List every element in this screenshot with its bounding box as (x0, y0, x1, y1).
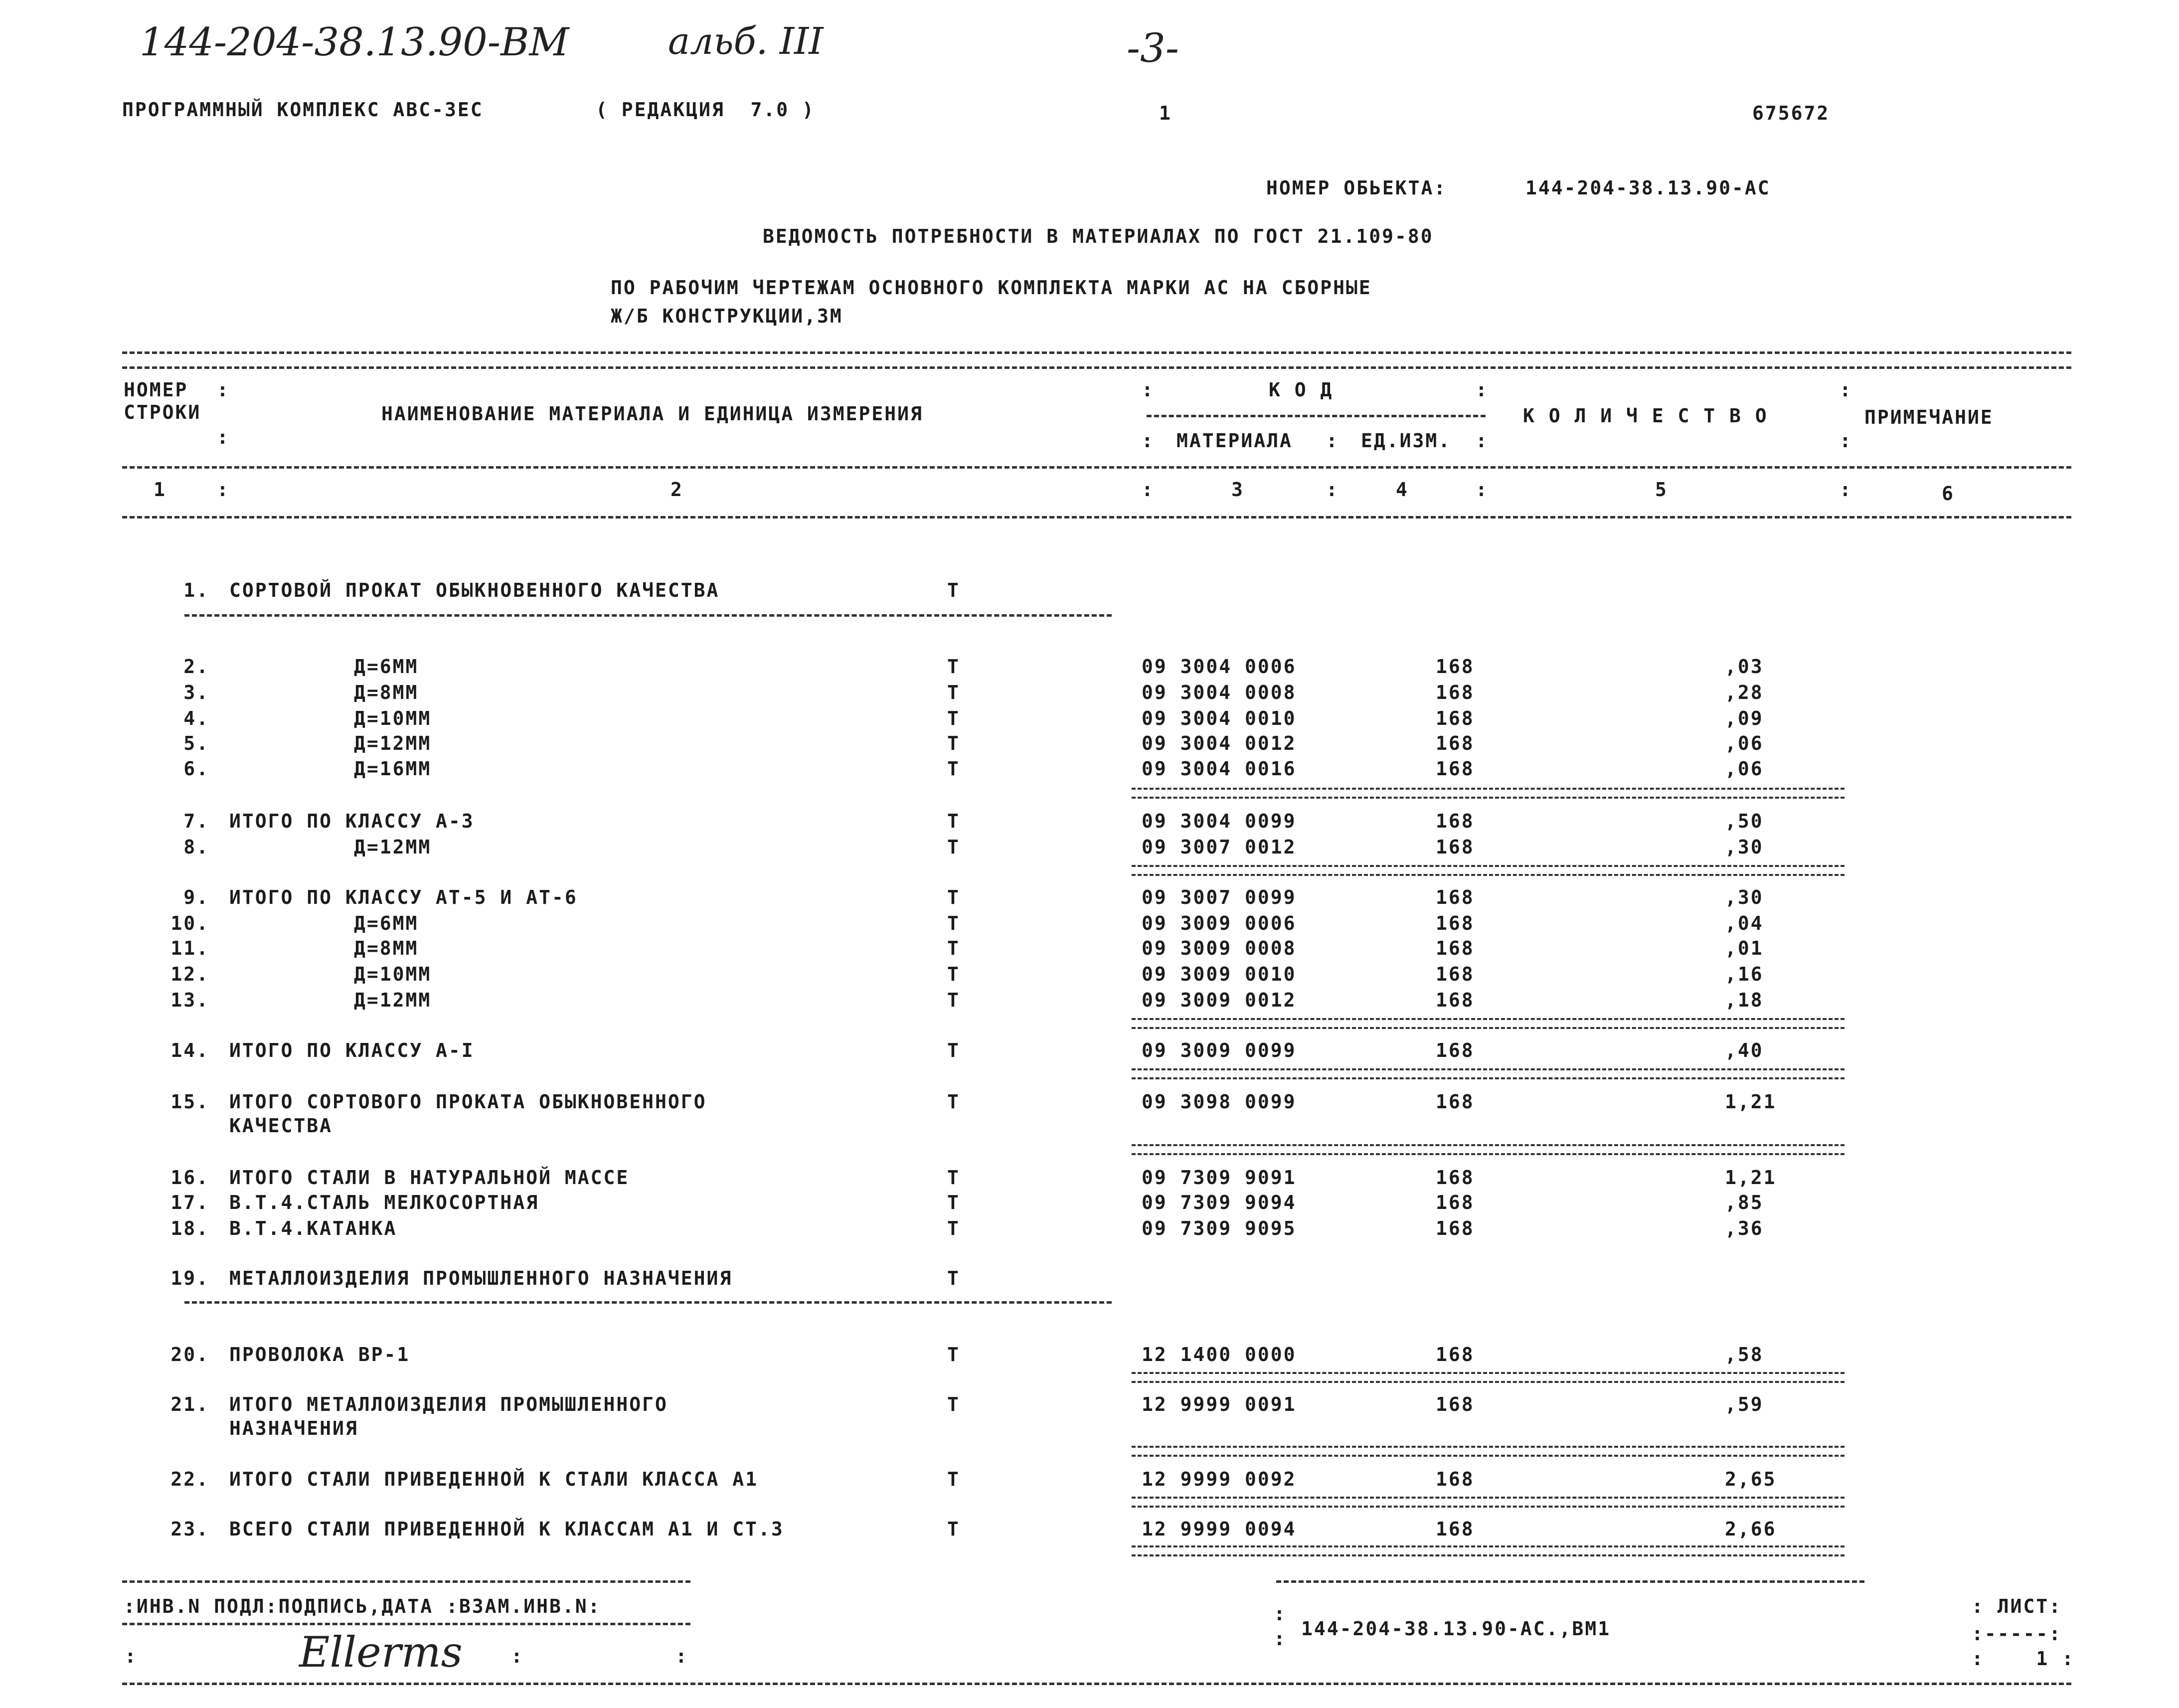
program-edition: ( РЕДАКЦИЯ 7.0 ) (596, 99, 815, 121)
row-code: 09 3004 0010 (1142, 707, 1297, 729)
row-qty: ,85 (1725, 1192, 1764, 1213)
sep: : (1326, 430, 1339, 452)
row-14 (0, 1039, 2179, 1065)
sep: : (1142, 430, 1155, 452)
row-ed: 168 (1436, 1217, 1475, 1239)
row-number: 5. (183, 732, 209, 754)
row-qty: 2,65 (1725, 1468, 1777, 1490)
header-top-line (122, 351, 2071, 354)
subtotal-line (1132, 1068, 1844, 1079)
row-8 (0, 836, 2179, 862)
subtotal-line (1132, 1497, 1844, 1508)
row-12 (0, 963, 2179, 989)
col-name: НАИМЕНОВАНИЕ МАТЕРИАЛА И ЕДИНИЦА ИЗМЕРЕНИЯ (381, 403, 923, 425)
document-number: 675672 (1752, 102, 1830, 124)
row-code: 09 3004 0006 (1142, 656, 1297, 678)
stamp-labels: :ИНВ.N ПОДЛ:ПОДПИСЬ,ДАТА :ВЗАМ.ИНВ.N: (124, 1595, 601, 1617)
row-code: 09 7309 9091 (1142, 1167, 1297, 1189)
row-qty: ,30 (1725, 886, 1764, 908)
stamp-mid-line (122, 1623, 690, 1625)
object-value: 144-204-38.13.90-АС (1525, 177, 1771, 199)
row-unit: Т (947, 1217, 960, 1239)
sep: : (1840, 379, 1852, 401)
row-name: ВСЕГО СТАЛИ ПРИВЕДЕННОЙ К КЛАССАМ А1 И СТ.3 (229, 1518, 784, 1540)
row-code: 09 7309 9094 (1142, 1192, 1297, 1213)
program-name: ПРОГРАММНЫЙ КОМПЛЕКС АВС-3ЕС (122, 99, 484, 121)
row-name-continued: КАЧЕСТВА (229, 1115, 333, 1137)
sep: : (1840, 479, 1852, 501)
sep: : (1476, 430, 1489, 452)
row-qty: 1,21 (1725, 1091, 1777, 1113)
row-qty: ,06 (1725, 732, 1764, 754)
row-name-continued: НАЗНАЧЕНИЯ (229, 1417, 358, 1439)
row-number: 22. (170, 1468, 209, 1490)
row-20 (0, 1344, 2179, 1369)
sheet-label: : ЛИСТ: (1972, 1595, 2062, 1617)
row-15-cont (0, 1115, 2179, 1141)
row-22 (0, 1468, 2179, 1494)
row-qty: ,40 (1725, 1039, 1764, 1061)
row-unit: Т (947, 836, 960, 858)
subtotal-line (1132, 1446, 1844, 1457)
row-name: Д=6ММ (354, 656, 419, 678)
row-code: 09 3009 0010 (1142, 963, 1297, 985)
row-qty: ,36 (1725, 1217, 1764, 1239)
subtotal-line (1132, 865, 1844, 876)
row-unit: Т (947, 707, 960, 729)
col-material: МАТЕРИАЛА (1176, 430, 1293, 452)
row-name: Д=6ММ (354, 912, 419, 934)
row-5 (0, 732, 2179, 758)
row-ed: 168 (1436, 810, 1475, 832)
sep: : (675, 1645, 688, 1667)
row-ed: 168 (1436, 1468, 1475, 1490)
row-unit: Т (947, 732, 960, 754)
row-name: Д=12ММ (354, 836, 432, 858)
row-unit: Т (947, 912, 960, 934)
sheet-number-cell: : 1 : (1972, 1648, 2075, 1670)
code-divider (1147, 415, 1486, 417)
row-number: 12. (170, 963, 209, 985)
sep: : (1142, 479, 1155, 501)
sep: : (217, 426, 230, 448)
subtotal-line (1132, 1372, 1844, 1383)
row-6 (0, 758, 2179, 784)
page-bottom-line (122, 1683, 2071, 1685)
col-number-5: 5 (1655, 479, 1668, 501)
row-number: 19. (170, 1267, 209, 1289)
row-ed: 168 (1436, 1393, 1475, 1415)
row-unit: Т (947, 682, 960, 703)
row-name: ИТОГО ПО КЛАССУ АТ-5 И АТ-6 (229, 886, 578, 908)
col-row-number: НОМЕР (124, 379, 188, 401)
sheet-number: 1 (2036, 1648, 2049, 1670)
sep: : (511, 1645, 524, 1667)
row-23 (0, 1518, 2179, 1544)
header-mid-line (122, 466, 2071, 469)
row-code: 12 1400 0000 (1142, 1344, 1297, 1366)
row-qty: ,30 (1725, 836, 1764, 858)
row-number: 1. (183, 579, 209, 601)
section-underline (184, 1301, 1112, 1304)
row-name: ПРОВОЛОКА ВР-1 (229, 1344, 410, 1366)
row-code: 09 3009 0006 (1142, 912, 1297, 934)
page-subtitle: ПО РАБОЧИМ ЧЕРТЕЖАМ ОСНОВНОГО КОМПЛЕКТА МАРКИ АС НА СБОРНЫЕ (611, 277, 1372, 299)
page-title: ВЕДОМОСТЬ ПОТРЕБНОСТИ В МАТЕРИАЛАХ ПО ГОСТ 21.109-80 (763, 225, 1434, 247)
page-subtitle-2: Ж/Б КОНСТРУКЦИИ,ЗМ (611, 305, 843, 327)
row-3 (0, 682, 2179, 707)
row-qty: ,50 (1725, 810, 1764, 832)
doc-reference: 144-204-38.13.90-АС.,ВМ1 (1301, 1618, 1611, 1640)
row-code: 09 3004 0008 (1142, 682, 1297, 703)
row-ed: 168 (1436, 912, 1475, 934)
row-code: 09 3004 0012 (1142, 732, 1297, 754)
row-number: 2. (183, 656, 209, 678)
row-number: 11. (170, 937, 209, 959)
row-name: Д=10ММ (354, 963, 432, 985)
row-ed: 168 (1436, 1518, 1475, 1540)
row-name: ИТОГО СОРТОВОГО ПРОКАТА ОБЫКНОВЕННОГО (229, 1091, 707, 1113)
row-ed: 168 (1436, 707, 1475, 729)
row-number: 20. (170, 1344, 209, 1366)
row-number: 6. (183, 758, 209, 780)
row-name: В.Т.4.КАТАНКА (229, 1217, 397, 1239)
row-unit: Т (947, 1167, 960, 1189)
col-number-2: 2 (670, 479, 683, 501)
section-underline (184, 614, 1112, 617)
sep: : (217, 479, 230, 501)
row-code: 09 3007 0099 (1142, 886, 1297, 908)
row-unit: Т (947, 758, 960, 780)
row-ed: 168 (1436, 1091, 1475, 1113)
row-number: 10. (170, 912, 209, 934)
row-number: 14. (170, 1039, 209, 1061)
subtotal-line (1132, 1545, 1844, 1556)
row-ed: 168 (1436, 656, 1475, 678)
row-unit: Т (947, 1393, 960, 1415)
row-qty: ,09 (1725, 707, 1764, 729)
row-qty: ,03 (1725, 656, 1764, 678)
row-name: Д=8ММ (354, 937, 419, 959)
signature: Ellerms (299, 1628, 463, 1677)
row-ed: 168 (1436, 682, 1475, 703)
row-unit: Т (947, 1192, 960, 1213)
row-unit: Т (947, 656, 960, 678)
row-qty: 1,21 (1725, 1167, 1777, 1189)
row-number: 9. (183, 886, 209, 908)
row-qty: ,16 (1725, 963, 1764, 985)
row-ed: 168 (1436, 886, 1475, 908)
row-ed: 168 (1436, 989, 1475, 1011)
row-9 (0, 886, 2179, 912)
row-name: ИТОГО МЕТАЛЛОИЗДЕЛИЯ ПРОМЫШЛЕННОГО (229, 1393, 668, 1415)
row-unit: Т (947, 1091, 960, 1113)
row-13 (0, 989, 2179, 1015)
col-note: ПРИМЕЧАНИЕ (1864, 406, 1994, 428)
row-name: Д=10ММ (354, 707, 432, 729)
sep: : (1274, 1603, 1287, 1625)
row-unit: Т (947, 1518, 960, 1540)
col-unit: ЕД.ИЗМ. (1361, 430, 1452, 452)
row-qty: ,59 (1725, 1393, 1764, 1415)
row-name: ИТОГО ПО КЛАССУ А-I (229, 1039, 475, 1061)
sep: : (1840, 430, 1852, 452)
row-code: 09 3009 0099 (1142, 1039, 1297, 1061)
row-code: 12 9999 0092 (1142, 1468, 1297, 1490)
row-21 (0, 1393, 2179, 1419)
row-name: МЕТАЛЛОИЗДЕЛИЯ ПРОМЫШЛЕННОГО НАЗНАЧЕНИЯ (229, 1267, 733, 1289)
row-code: 12 9999 0091 (1142, 1393, 1297, 1415)
col-row-number-2: СТРОКИ (124, 401, 201, 423)
sep: : (1274, 1628, 1287, 1650)
row-number: 23. (170, 1518, 209, 1540)
col-code: К О Д (1269, 379, 1334, 401)
row-unit: Т (947, 989, 960, 1011)
row-4 (0, 707, 2179, 733)
row-unit: Т (947, 1468, 960, 1490)
row-21-cont (0, 1417, 2179, 1443)
row-qty: 2,66 (1725, 1518, 1777, 1540)
row-code: 09 3004 0016 (1142, 758, 1297, 780)
row-qty: ,04 (1725, 912, 1764, 934)
row-name: Д=8ММ (354, 682, 419, 703)
row-ed: 168 (1436, 937, 1475, 959)
handwritten-page: -3- (1127, 25, 1179, 71)
col-number-4: 4 (1396, 479, 1409, 501)
sep: : (1476, 379, 1489, 401)
row-ed: 168 (1436, 1167, 1475, 1189)
row-ed: 168 (1436, 1344, 1475, 1366)
row-number: 4. (183, 707, 209, 729)
row-10 (0, 912, 2179, 938)
sheet-label-text: ЛИСТ: (1997, 1595, 2062, 1617)
row-name: ИТОГО ПО КЛАССУ А-3 (229, 810, 475, 832)
subtotal-line (1132, 1144, 1844, 1155)
row-2 (0, 656, 2179, 682)
row-ed: 168 (1436, 1039, 1475, 1061)
row-name: Д=12ММ (354, 989, 432, 1011)
row-ed: 168 (1436, 732, 1475, 754)
row-name: Д=16ММ (354, 758, 432, 780)
row-7 (0, 810, 2179, 836)
row-number: 3. (183, 682, 209, 703)
row-code: 09 3098 0099 (1142, 1091, 1297, 1113)
row-qty: ,06 (1725, 758, 1764, 780)
row-ed: 168 (1436, 963, 1475, 985)
row-16 (0, 1167, 2179, 1193)
row-name: Д=12ММ (354, 732, 432, 754)
row-number: 18. (170, 1217, 209, 1239)
header-top-line-2 (122, 366, 2071, 369)
stamp-top-line (122, 1580, 690, 1583)
row-qty: ,01 (1725, 937, 1764, 959)
row-unit: Т (947, 937, 960, 959)
row-code: 09 3009 0012 (1142, 989, 1297, 1011)
object-label: НОМЕР ОБЬЕКТА: (1266, 177, 1447, 199)
row-unit: Т (947, 963, 960, 985)
row-name: ИТОГО СТАЛИ В НАТУРАЛЬНОЙ МАССЕ (229, 1167, 630, 1189)
row-name: ИТОГО СТАЛИ ПРИВЕДЕННОЙ К СТАЛИ КЛАССА А1 (229, 1468, 758, 1490)
row-code: 09 3004 0099 (1142, 810, 1297, 832)
row-unit: Т (947, 1039, 960, 1061)
row-qty: ,58 (1725, 1344, 1764, 1366)
row-qty: ,28 (1725, 682, 1764, 703)
sep: : (1142, 379, 1155, 401)
sep: : (1326, 479, 1339, 501)
col-number-6: 6 (1942, 483, 1955, 505)
row-name: В.Т.4.СТАЛЬ МЕЛКОСОРТНАЯ (229, 1192, 539, 1213)
row-code: 09 3007 0012 (1142, 836, 1297, 858)
sep: : (217, 379, 230, 401)
row-1 (0, 579, 2179, 605)
row-code: 09 3009 0008 (1142, 937, 1297, 959)
row-unit: Т (947, 1267, 960, 1289)
row-code: 09 7309 9095 (1142, 1217, 1297, 1239)
subtotal-line (1132, 1018, 1844, 1029)
subtotal-line (1132, 788, 1844, 799)
row-ed: 168 (1436, 1192, 1475, 1213)
row-code: 12 9999 0094 (1142, 1518, 1297, 1540)
row-number: 8. (183, 836, 209, 858)
row-name: СОРТОВОЙ ПРОКАТ ОБЫКНОВЕННОГО КАЧЕСТВА (229, 579, 720, 601)
row-17 (0, 1192, 2179, 1217)
handwritten-doc-code: 144-204-38.13.90-ВМ (140, 20, 569, 65)
row-number: 16. (170, 1167, 209, 1189)
row-18 (0, 1217, 2179, 1243)
row-19 (0, 1267, 2179, 1293)
row-unit: Т (947, 810, 960, 832)
col-number-1: 1 (154, 479, 167, 501)
row-number: 7. (183, 810, 209, 832)
row-unit: Т (947, 579, 960, 601)
row-15 (0, 1091, 2179, 1117)
row-number: 17. (170, 1192, 209, 1213)
sheet-divider: :-----: (1972, 1623, 2062, 1645)
header-bottom-line (122, 516, 2071, 518)
handwritten-album: альб. III (668, 20, 824, 63)
row-unit: Т (947, 1344, 960, 1366)
page-number: 1 (1159, 102, 1172, 124)
row-ed: 168 (1436, 758, 1475, 780)
doc-ref-top-line (1276, 1580, 1864, 1583)
sep: : (125, 1645, 138, 1667)
row-number: 13. (170, 989, 209, 1011)
row-qty: ,18 (1725, 989, 1764, 1011)
row-number: 15. (170, 1091, 209, 1113)
row-ed: 168 (1436, 836, 1475, 858)
row-number: 21. (170, 1393, 209, 1415)
row-unit: Т (947, 886, 960, 908)
col-number-3: 3 (1231, 479, 1244, 501)
row-11 (0, 937, 2179, 963)
col-quantity: К О Л И Ч Е С Т В О (1523, 405, 1768, 427)
sep: : (1476, 479, 1489, 501)
